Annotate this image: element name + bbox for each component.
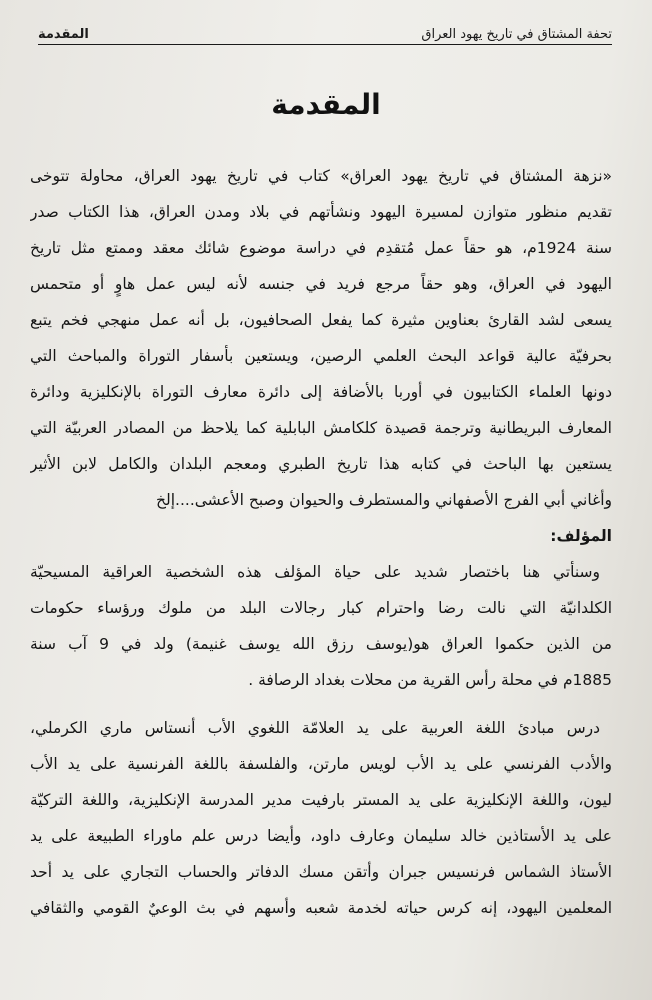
- paragraph-author: [30, 554, 612, 698]
- text-line: 1885م في محلة رأس القرية من محلات بغداد الرصافة .: [248, 671, 612, 689]
- text-line: الأستاذ الشماس فرنسيس جبران وأتقن مسك الدفاتر والحساب التجاري على يد أحد: [30, 863, 612, 881]
- author-heading: المؤلف:: [550, 527, 612, 545]
- text-line: والأدب الفرنسي على يد الأب لويس مارتن، والفلسفة باللغة الفرنسية على يد الأب: [30, 755, 612, 773]
- text-line: تقديم منظور متوازن لمسيرة اليهود ونشأتهم في بلاد ومدن العراق، هذا الكتاب صدر: [30, 203, 612, 221]
- text-line: سنة 1924م، هو حقاً عمل مُتقدِم في دراسة موضوع شائك معقد وممتع مثل تاريخ: [30, 239, 612, 257]
- text-line: على يد الأستاذين خالد سليمان وعارف داود، وأيضا درس علم ماوراء الطبيعة على يد: [30, 827, 612, 845]
- text-line: يسعى لشد القارئ بعناوين مثيرة كما يفعل الصحافيون، بل أنه عمل منهجي فخم يتبع: [30, 311, 612, 329]
- text-line: دونها العلماء الكتابيون في أوربا بالأضافة إلى دائرة معارف التوراة بالإنكليزية ودائرة: [30, 383, 612, 401]
- text-line: وأغاني أبي الفرج الأصفهاني والمستطرف والحيوان وصبح الأعشى....إلخ: [156, 491, 612, 509]
- text-line: اليهود في العراق، وهو حقاً مرجع فريد في جنسه لأنه ليس عمل هاوٍ أو متحمس: [30, 275, 612, 293]
- text-line: بحرفيّة عالية قواعد البحث العلمي الرصين، ويستعين بأسفار التوراة والمباحث التي: [30, 347, 612, 365]
- text-line: من الذين حكموا العراق هو(يوسف رزق الله يوسف غنيمة) ولد في 9 آب سنة: [30, 635, 612, 653]
- header-book-title: تحفة المشتاق في تاريخ يهود العراق: [421, 27, 612, 42]
- running-header: [38, 14, 612, 45]
- paragraph-intro: [30, 158, 612, 518]
- header-section: المقدمة: [38, 27, 89, 42]
- text-line: يستعين بها الباحث في كتابه هذا تاريخ الطبري ومعجم البلدان والكامل لابن الأثير: [30, 455, 612, 473]
- paragraph-education: [30, 710, 612, 926]
- text-line: درس مبادئ اللغة العربية على يد العلامّة اللغوي الأب أنستاس ماري الكرملي،: [30, 719, 600, 737]
- text-line: المعارف البريطانية وترجمة قصيدة كلكامش البابلية كما يلاحظ من المصادر العربيّة التي: [30, 419, 612, 437]
- body-text: [30, 158, 612, 926]
- text-line: وسنأتي هنا باختصار شديد على حياة المؤلف هذه الشخصية العراقية المسيحيّة: [30, 563, 600, 581]
- text-line: المعلمين اليهود، إنه كرس حياته لخدمة شعبه وأسهم في بث الوعيٌ القومي والثقافي: [30, 899, 612, 917]
- page-title: المقدمة: [271, 88, 381, 121]
- text-line: «نزهة المشتاق في تاريخ يهود العراق» كتاب في تاريخ يهود العراق، محاولة تتوخى: [30, 167, 612, 185]
- text-line: ليون، واللغة الإنكليزية على يد المستر بارفيت مدير المدرسة الإنكليزية، واللغة التركيّة: [30, 791, 612, 809]
- text-line: الكلدانيّة التي نالت رضا واحترام كبار رجالات البلد من ملوك ورؤساء حكومات: [30, 599, 612, 617]
